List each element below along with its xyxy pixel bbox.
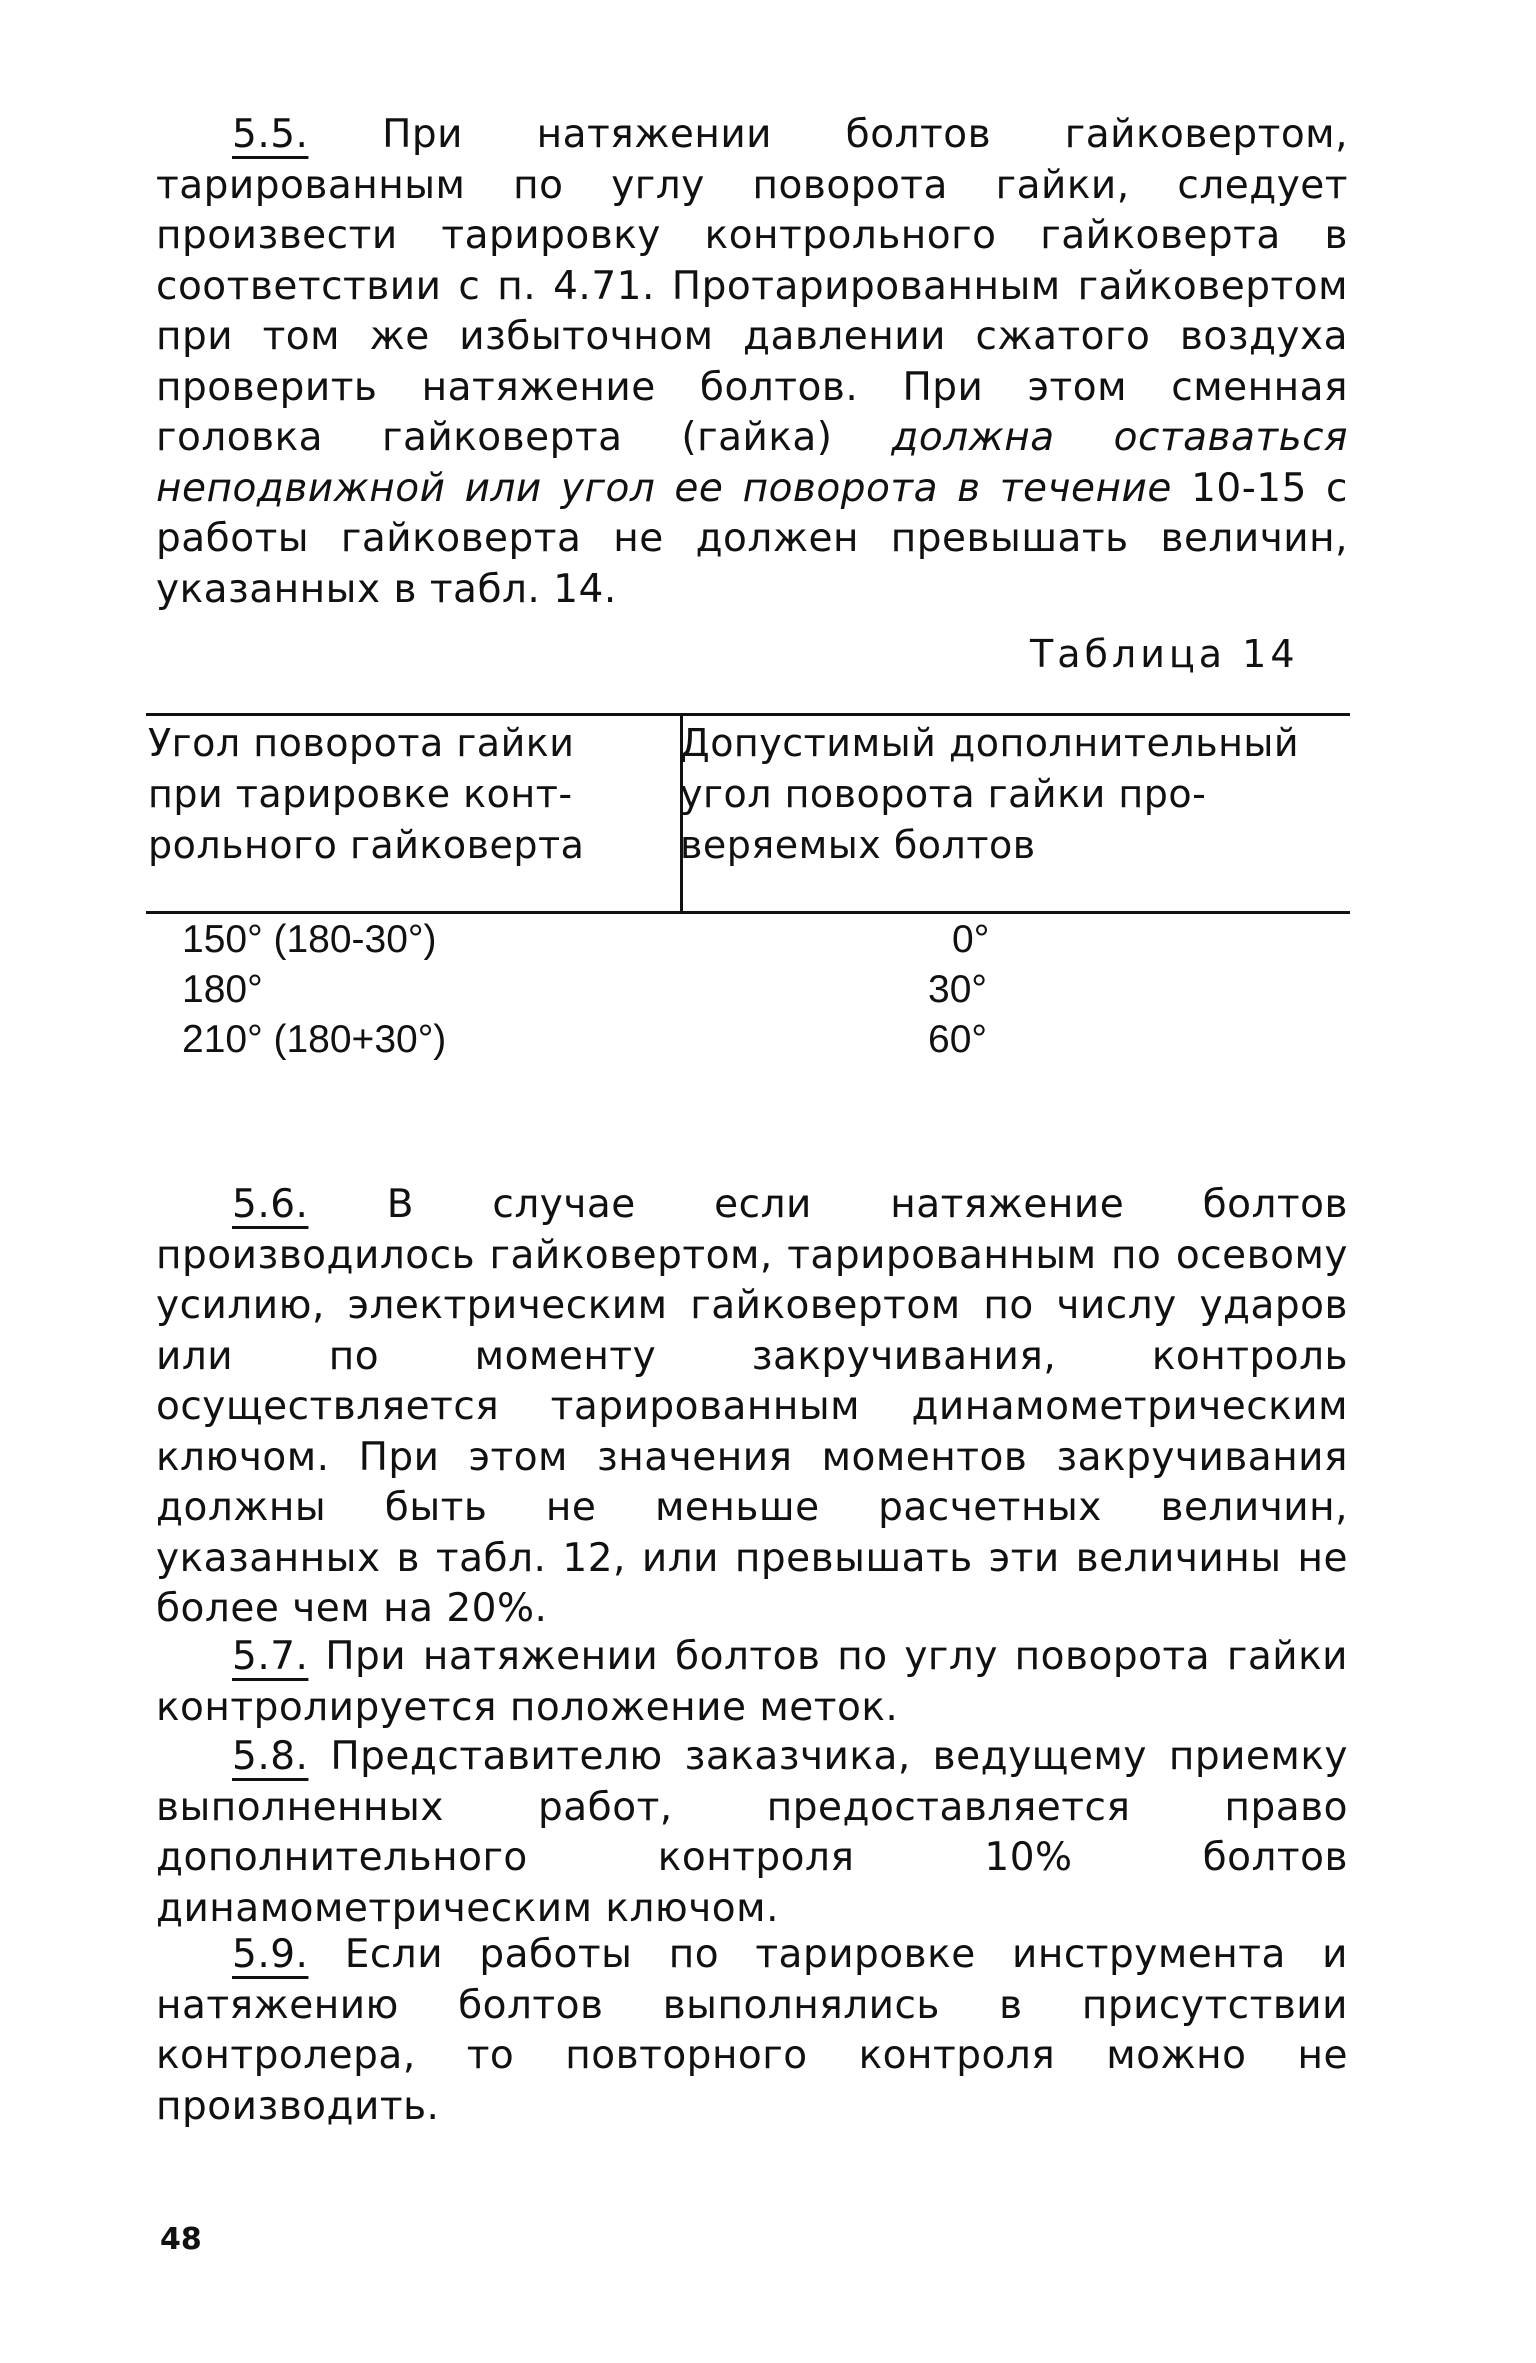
paragraph-text: Представителю заказчика, ведущему приемку выполненных работ, предоставляется право дополнительного контроля 10% болтов динамометрическим ключом. xyxy=(156,1734,1348,1931)
table-cell: 210° (180+30°) xyxy=(182,1018,447,1061)
clause-number: 5.6. xyxy=(232,1182,309,1227)
paragraph-5-7 xyxy=(156,1632,1348,1733)
paragraph-5-5 xyxy=(156,110,1348,615)
paragraph-5-8 xyxy=(156,1732,1348,1934)
column-header-nut-angle: Угол поворота гайки при тарировке конт- рольного гайковерта xyxy=(148,721,585,867)
column-header-allowed-angle: Допустимый дополнительный угол поворота гайки про- веряемых болтов xyxy=(680,721,1300,867)
table-cell: 180° xyxy=(182,968,263,1011)
table-cell: 60° xyxy=(928,1018,987,1061)
table-header-rule xyxy=(146,911,1350,914)
clause-number: 5.9. xyxy=(232,1932,309,1977)
table-cell: 0° xyxy=(952,918,990,961)
table-caption: Таблица 14 xyxy=(1030,632,1299,676)
paragraph-text: При натяжении болтов по углу поворота гайки контролируется положение меток. xyxy=(156,1634,1348,1730)
clause-number: 5.7. xyxy=(232,1634,309,1679)
table-cell: 30° xyxy=(928,968,987,1011)
paragraph-text-end: 10-15 с работы гайковерта не должен превышать величин, указанных в табл. 14. xyxy=(156,465,1348,612)
paragraph-italic-text: должна оставаться неподвижной или угол ее поворота в течение xyxy=(156,415,1348,511)
paragraph-text: Если работы по тарировке инструмента и натяжению болтов выполнялись в присутствии контролера, то повторного контроля можно не производить. xyxy=(156,1932,1348,2129)
table-top-rule xyxy=(146,713,1350,716)
clause-number: 5.8. xyxy=(232,1734,309,1779)
clause-number: 5.5. xyxy=(232,112,309,157)
table-cell: 150° (180-30°) xyxy=(182,918,437,961)
paragraph-5-6 xyxy=(156,1180,1348,1635)
paragraph-text: При натяжении болтов гайковертом, тарированным по углу поворота гайки, следует произвести тарировку контрольного гайковерта в соответствии с п. 4.71. Протарированным гайковертом при том же избыточном давлении сжатого воздуха проверить натяжение болтов. При этом сменная головка гайковерта (гайка) xyxy=(156,112,1348,460)
page-number: 48 xyxy=(160,2222,202,2257)
paragraph-5-9 xyxy=(156,1930,1348,2132)
paragraph-text: В случае если натяжение болтов производилось гайковертом, тарированным по осевому усилию, электрическим гайковертом по числу ударов или по моменту закручивания, контроль осуществляется тарированным динамометрическим ключом. При этом значения моментов закручивания должны быть не меньше расчетных величин, указанных в табл. 12, или превышать эти величины не более чем на 20%. xyxy=(156,1182,1348,1631)
